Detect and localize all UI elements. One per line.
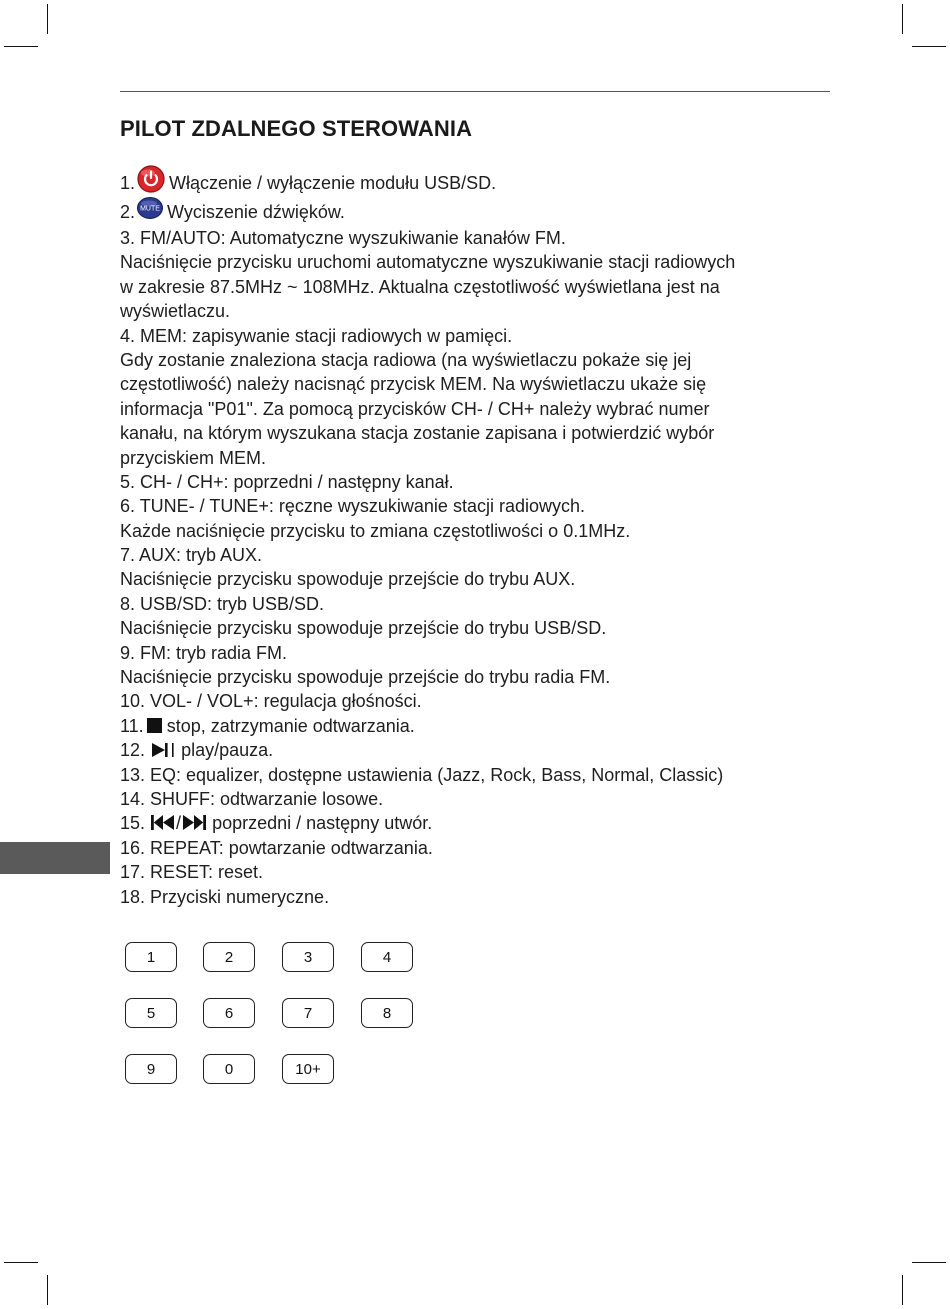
item-number: 12. <box>120 740 146 761</box>
key-8: 8 <box>361 998 413 1028</box>
key-10-plus: 10+ <box>282 1054 334 1084</box>
list-item: 13. EQ: equalizer, dostępne ustawienia (Jazz, Rock, Bass, Normal, Classic) <box>120 764 724 785</box>
list-item <box>120 714 840 738</box>
list-item: 5. CH- / CH+: poprzedni / następny kanał. <box>120 471 454 492</box>
item-description: Naciśnięcie przycisku uruchomi automatyczne wyszukiwanie stacji radiowych <box>120 252 736 273</box>
mute-icon <box>137 197 163 219</box>
item-number: 1. <box>120 173 136 194</box>
mute-icon-label: MUTE <box>140 205 160 213</box>
item-description: Gdy zostanie znaleziona stacja radiowa (na wyświetlaczu pokaże się jej <box>120 349 692 370</box>
list-item: 4. MEM: zapisywanie stacji radiowych w pamięci. <box>120 325 513 346</box>
item-text: poprzedni / następny utwór. <box>212 813 433 834</box>
item-number: 11. <box>120 715 144 736</box>
item-description: w zakresie 87.5MHz ~ 108MHz. Aktualna częstotliwość wyświetlana jest na <box>120 276 720 297</box>
list-item: 10. VOL- / VOL+: regulacja głośności. <box>120 691 422 712</box>
key-2: 2 <box>203 942 255 972</box>
key-0: 0 <box>203 1054 255 1084</box>
item-description: wyświetlaczu. <box>120 301 231 322</box>
crop-mark <box>47 1275 48 1305</box>
key-1: 1 <box>125 942 177 972</box>
list-item: 17. RESET: reset. <box>120 862 264 883</box>
item-description: przyciskiem MEM. <box>120 447 267 468</box>
item-text: stop, zatrzymanie odtwarzania. <box>166 715 415 736</box>
key-3: 3 <box>282 942 334 972</box>
list-item: 16. REPEAT: powtarzanie odtwarzania. <box>120 837 433 858</box>
page-title: PILOT ZDALNEGO STEROWANIA <box>120 116 473 141</box>
list-item: 9. FM: tryb radia FM. <box>120 642 288 663</box>
list-item: 14. SHUFF: odtwarzanie losowe. <box>120 788 384 809</box>
power-icon <box>137 165 165 193</box>
item-description: Naciśnięcie przycisku spowoduje przejście do trybu radia FM. <box>120 667 611 688</box>
list-item: 6. TUNE- / TUNE+: ręczne wyszukiwanie stacji radiowych. <box>120 496 585 517</box>
item-description: kanału, na którym wyszukana stacja zostanie zapisana i potwierdzić wybór <box>120 423 715 444</box>
list-item <box>120 199 840 226</box>
key-4: 4 <box>361 942 413 972</box>
key-9: 9 <box>125 1054 177 1084</box>
item-text: Włączenie / wyłączenie modułu USB/SD. <box>169 173 497 194</box>
item-description: Każde naciśnięcie przycisku to zmiana częstotliwości o 0.1MHz. <box>120 520 631 541</box>
crop-mark <box>4 1262 38 1263</box>
key-5: 5 <box>125 998 177 1028</box>
instructions-list <box>120 168 840 909</box>
list-item <box>120 738 840 762</box>
item-description: Naciśnięcie przycisku spowoduje przejście do trybu AUX. <box>120 569 576 590</box>
key-7: 7 <box>282 998 334 1028</box>
crop-mark <box>902 4 903 34</box>
next-track-icon <box>181 814 207 831</box>
list-item: 7. AUX: tryb AUX. <box>120 545 263 566</box>
item-description: częstotliwość) należy nacisnąć przycisk MEM. Na wyświetlaczu ukaże się <box>120 374 707 395</box>
list-item: 3. FM/AUTO: Automatyczne wyszukiwanie kanałów FM. <box>120 228 566 248</box>
item-number: 2. <box>120 202 136 223</box>
list-item <box>120 811 840 835</box>
stop-icon <box>147 718 162 733</box>
header-rule <box>120 91 830 92</box>
item-description: informacja "P01". Za pomocą przycisków CH- / CH+ należy wybrać numer <box>120 398 710 419</box>
section-tab <box>0 842 110 874</box>
item-text: play/pauza. <box>181 740 274 761</box>
item-separator: / <box>176 813 182 834</box>
crop-mark <box>902 1275 903 1305</box>
list-item: 18. Przyciski numeryczne. <box>120 886 330 907</box>
key-6: 6 <box>203 998 255 1028</box>
previous-track-icon <box>150 814 176 831</box>
crop-mark <box>912 46 946 47</box>
list-item: 8. USB/SD: tryb USB/SD. <box>120 593 325 614</box>
item-number: 15. <box>120 813 146 834</box>
play-pause-icon <box>150 742 176 758</box>
item-text: Wyciszenie dźwięków. <box>167 202 345 223</box>
item-description: Naciśnięcie przycisku spowoduje przejście do trybu USB/SD. <box>120 618 607 639</box>
list-item <box>120 168 840 199</box>
crop-mark <box>912 1262 946 1263</box>
crop-mark <box>4 46 38 47</box>
crop-mark <box>47 4 48 34</box>
